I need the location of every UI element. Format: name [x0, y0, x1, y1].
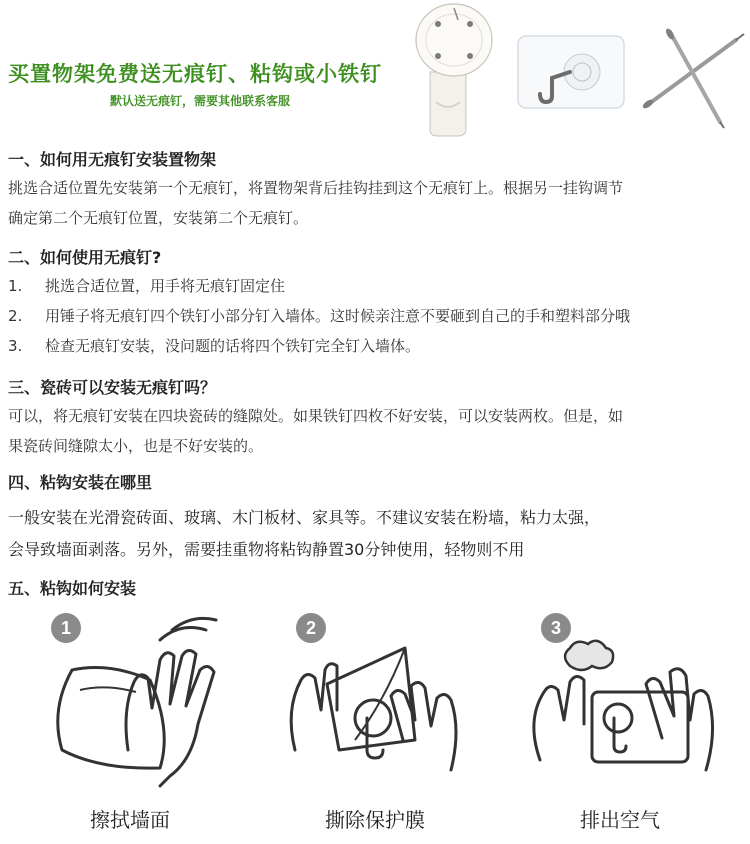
list-item	[8, 275, 285, 296]
adhesive-hook-image	[512, 30, 630, 114]
section-1-line-1: 挑选合适位置先安装第一个无痕钉，将置物架背后挂钩挂到这个无痕钉上。根据另一挂钩调节	[8, 179, 624, 197]
step-1	[10, 600, 250, 844]
step-badge-number: 2	[305, 618, 317, 638]
step-3	[500, 600, 740, 844]
step-2	[255, 600, 495, 844]
banner-title: 买置物架免费送无痕钉、粘钩或小铁钉	[8, 62, 382, 86]
press-air-out-illustration	[500, 600, 740, 800]
iron-nails-image	[640, 26, 750, 132]
list-item-number: 2.	[8, 307, 23, 325]
peel-film-illustration	[255, 600, 495, 800]
list-item-number: 3.	[8, 337, 23, 355]
section-1-heading: 一、如何用无痕钉安装置物架	[8, 150, 217, 169]
promo-banner	[0, 0, 750, 140]
list-item-text: 挑选合适位置，用手将无痕钉固定住	[45, 277, 286, 295]
step-badge-number: 1	[60, 618, 72, 638]
section-3-line-2: 果瓷砖间缝隙太小，也是不好安装的。	[8, 437, 264, 455]
list-item	[8, 305, 630, 326]
section-3-line-1: 可以，将无痕钉安装在四块瓷砖的缝隙处。如果铁钉四枚不好安装，可以安装两枚。但是，如	[8, 407, 624, 425]
step-3-caption: 排出空气	[580, 808, 660, 832]
step-badge-number: 3	[550, 618, 562, 638]
list-item	[8, 335, 420, 356]
section-4-line-1: 一般安装在光滑瓷砖面、玻璃、木门板材、家具等。不建议安装在粉墙，粘力太强，	[8, 508, 601, 527]
step-1-caption: 擦拭墙面	[90, 808, 170, 832]
list-item-text: 用锤子将无痕钉四个铁钉小部分钉入墙体。这时候亲注意不要砸到自己的手和塑料部分哦	[45, 307, 631, 325]
banner-subtitle: 默认送无痕钉，需要其他联系客服	[110, 94, 291, 108]
section-3-heading: 三、瓷砖可以安装无痕钉吗？	[8, 378, 217, 397]
list-item-text: 检查无痕钉安装，没问题的话将四个铁钉完全钉入墙体。	[45, 337, 421, 355]
section-1-line-2: 确定第二个无痕钉位置，安装第二个无痕钉。	[8, 209, 309, 227]
section-2-heading: 二、如何使用无痕钉?	[8, 248, 162, 267]
list-item-number: 1.	[8, 277, 23, 295]
step-2-caption: 撕除保护膜	[325, 808, 425, 832]
section-5-heading: 五、粘钩如何安装	[8, 579, 137, 598]
section-4-heading: 四、粘钩安装在哪里	[8, 473, 153, 492]
hook-install-steps	[0, 600, 750, 844]
wipe-wall-illustration	[10, 600, 250, 800]
traceless-nail-image	[408, 2, 500, 138]
section-4-line-2: 会导致墙面剥落。另外，需要挂重物将粘钩静置30分钟使用，轻物则不用	[8, 540, 525, 559]
